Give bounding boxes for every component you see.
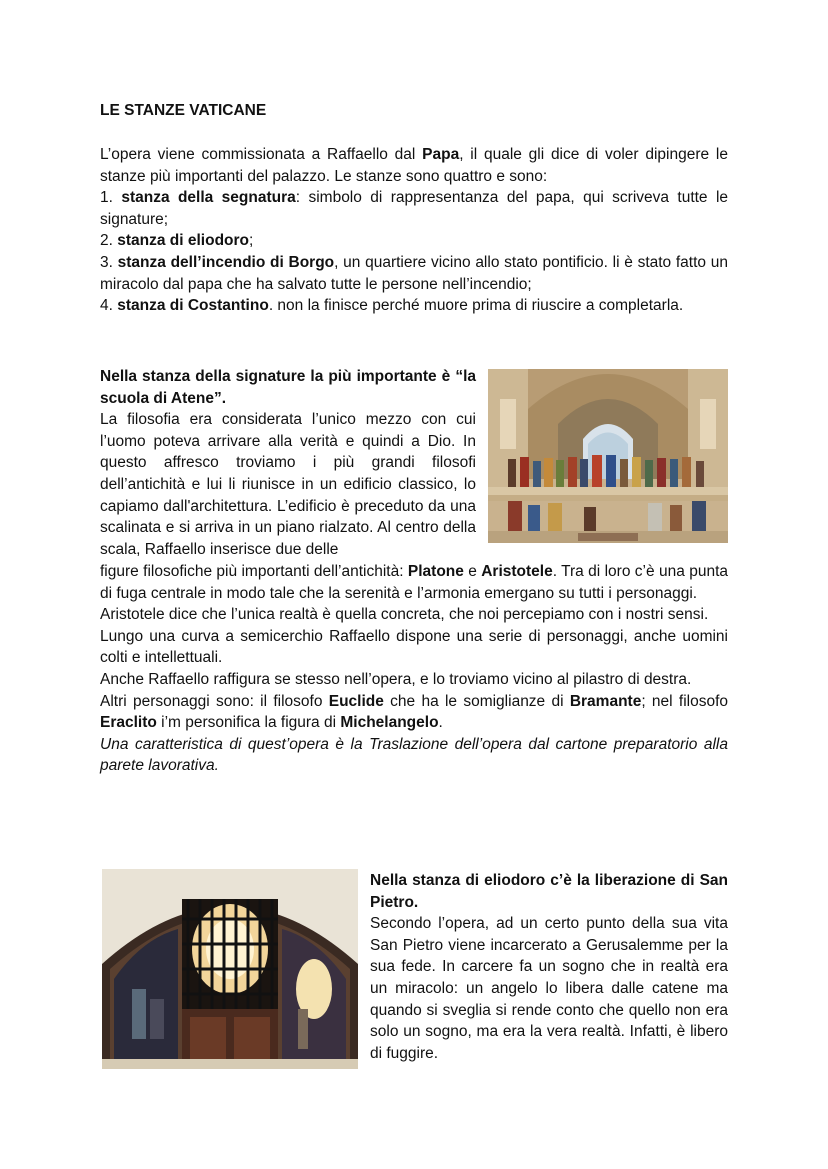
list-number: 3.	[100, 253, 118, 271]
text: i’m personifica la figura di	[156, 714, 341, 732]
michelangelo-bold: Michelangelo	[340, 714, 439, 732]
list-item-text: . non la finisce perché muore prima di riuscire a completarla.	[268, 297, 684, 315]
page-title: LE STANZE VATICANE	[100, 102, 267, 119]
section-paragraph: La filosofia era considerata l’unico mezzo con cui l’uomo poteva arrivare alla verità e quindi a Dio. In questo affresco troviamo i più grandi filosofi dell’antichità e lui li riunisce in un edificio classico, lo capiamo dall'architettura. L’edificio è preceduto da una scalinata e si arriva in un piano rialzato. Al centro della scala, Raffaello inserisce due delle	[100, 411, 476, 558]
papa-bold: Papa	[422, 146, 460, 163]
list-item-bold: stanza della segnatura	[121, 189, 296, 207]
list-item-text: : simbolo di rappresentanza del papa, qui scriveva tutte le signature;	[100, 189, 729, 228]
fresco-illustration	[102, 869, 358, 1069]
section-paragraph: Secondo l’opera, ad un certo punto della sua vita San Pietro viene incarcerato a Gerusalemme per la sua fede. In carcere fa un sogno che in realtà era un miracolo: un angelo lo libera dalle catene ma quando si sveglia si rende conto che quello non era solo un sogno, ma era la vera realtà. Infatti, è libero di fuggire.	[370, 915, 728, 1062]
list-item-text: , un quartiere vicino allo stato pontificio. li è stato fatto un miracolo dal papa che ha salvato tutte le persone nell’incendio;	[100, 253, 728, 293]
section-heading: Nella stanza di eliodoro c’è la liberazione di San Pietro.	[370, 872, 728, 911]
section-liberation-of-st-peter	[370, 870, 728, 1064]
school-of-athens-image	[488, 369, 728, 543]
section-school-of-athens-continued	[100, 561, 728, 777]
intro-text-rest: , il quale gli dice di voler dipingere le stanze più importanti del palazzo. Le stanze sono quattro e sono:	[100, 146, 728, 185]
text: che ha le somiglianze di	[383, 692, 570, 710]
text: .	[438, 714, 443, 732]
list-item-1	[100, 187, 728, 230]
list-item-4	[100, 295, 728, 317]
paragraph-semicircle: Lungo una curva a semicerchio Raffaello dispone una serie di personaggi, anche uomini colti e intellettuali.	[100, 627, 728, 667]
list-number: 1.	[100, 189, 122, 207]
euclide-bold: Euclide	[328, 692, 384, 710]
list-item-3	[100, 252, 728, 295]
fresco-illustration	[488, 369, 728, 543]
paragraph-philosophers	[100, 561, 728, 604]
paragraph-aristotele: Aristotele dice che l’unica realtà è quella concreta, che noi percepiamo con i nostri sensi.	[100, 606, 709, 624]
intro-paragraph	[100, 144, 728, 187]
paragraph-translation-note: Una caratteristica di quest’opera è la Traslazione dell’opera dal cartone preparatorio alla parete lavorativa.	[100, 735, 728, 775]
list-item-bold: stanza di Costantino	[117, 297, 269, 315]
intro-section	[100, 144, 728, 317]
bramante-bold: Bramante	[569, 692, 642, 710]
list-item-bold: stanza di eliodoro	[117, 232, 249, 250]
liberation-of-st-peter-image	[102, 869, 358, 1069]
text: e	[463, 563, 482, 580]
paragraph-self-portrait: Anche Raffaello raffigura se stesso nell’opera, e lo troviamo vicino al pilastro di destra.	[100, 670, 692, 688]
list-item-2	[100, 230, 728, 252]
list-number: 2.	[100, 232, 118, 250]
section-school-of-athens	[100, 366, 476, 560]
intro-text: L’opera viene commissionata a Raffaello dal	[100, 146, 423, 163]
aristotele-bold: Aristotele	[481, 563, 553, 580]
text: Altri personaggi sono: il filosofo	[100, 692, 329, 710]
list-item-text: ;	[249, 232, 254, 250]
paragraph-other-figures	[100, 691, 728, 734]
text: . Tra di loro c’è una punta di fuga centrale in modo tale che la serenità e l’armonia emergano su tutti i personaggi.	[100, 563, 729, 602]
platone-bold: Platone	[407, 563, 464, 580]
eraclito-bold: Eraclito	[100, 714, 157, 732]
list-item-bold: stanza dell’incendio di Borgo	[117, 253, 335, 271]
section-heading: Nella stanza della signature la più importante è “la scuola di Atene”.	[100, 368, 476, 407]
list-number: 4.	[100, 297, 118, 315]
text: figure filosofiche più importanti dell’antichità:	[100, 563, 408, 580]
text: ; nel filosofo	[641, 692, 729, 710]
